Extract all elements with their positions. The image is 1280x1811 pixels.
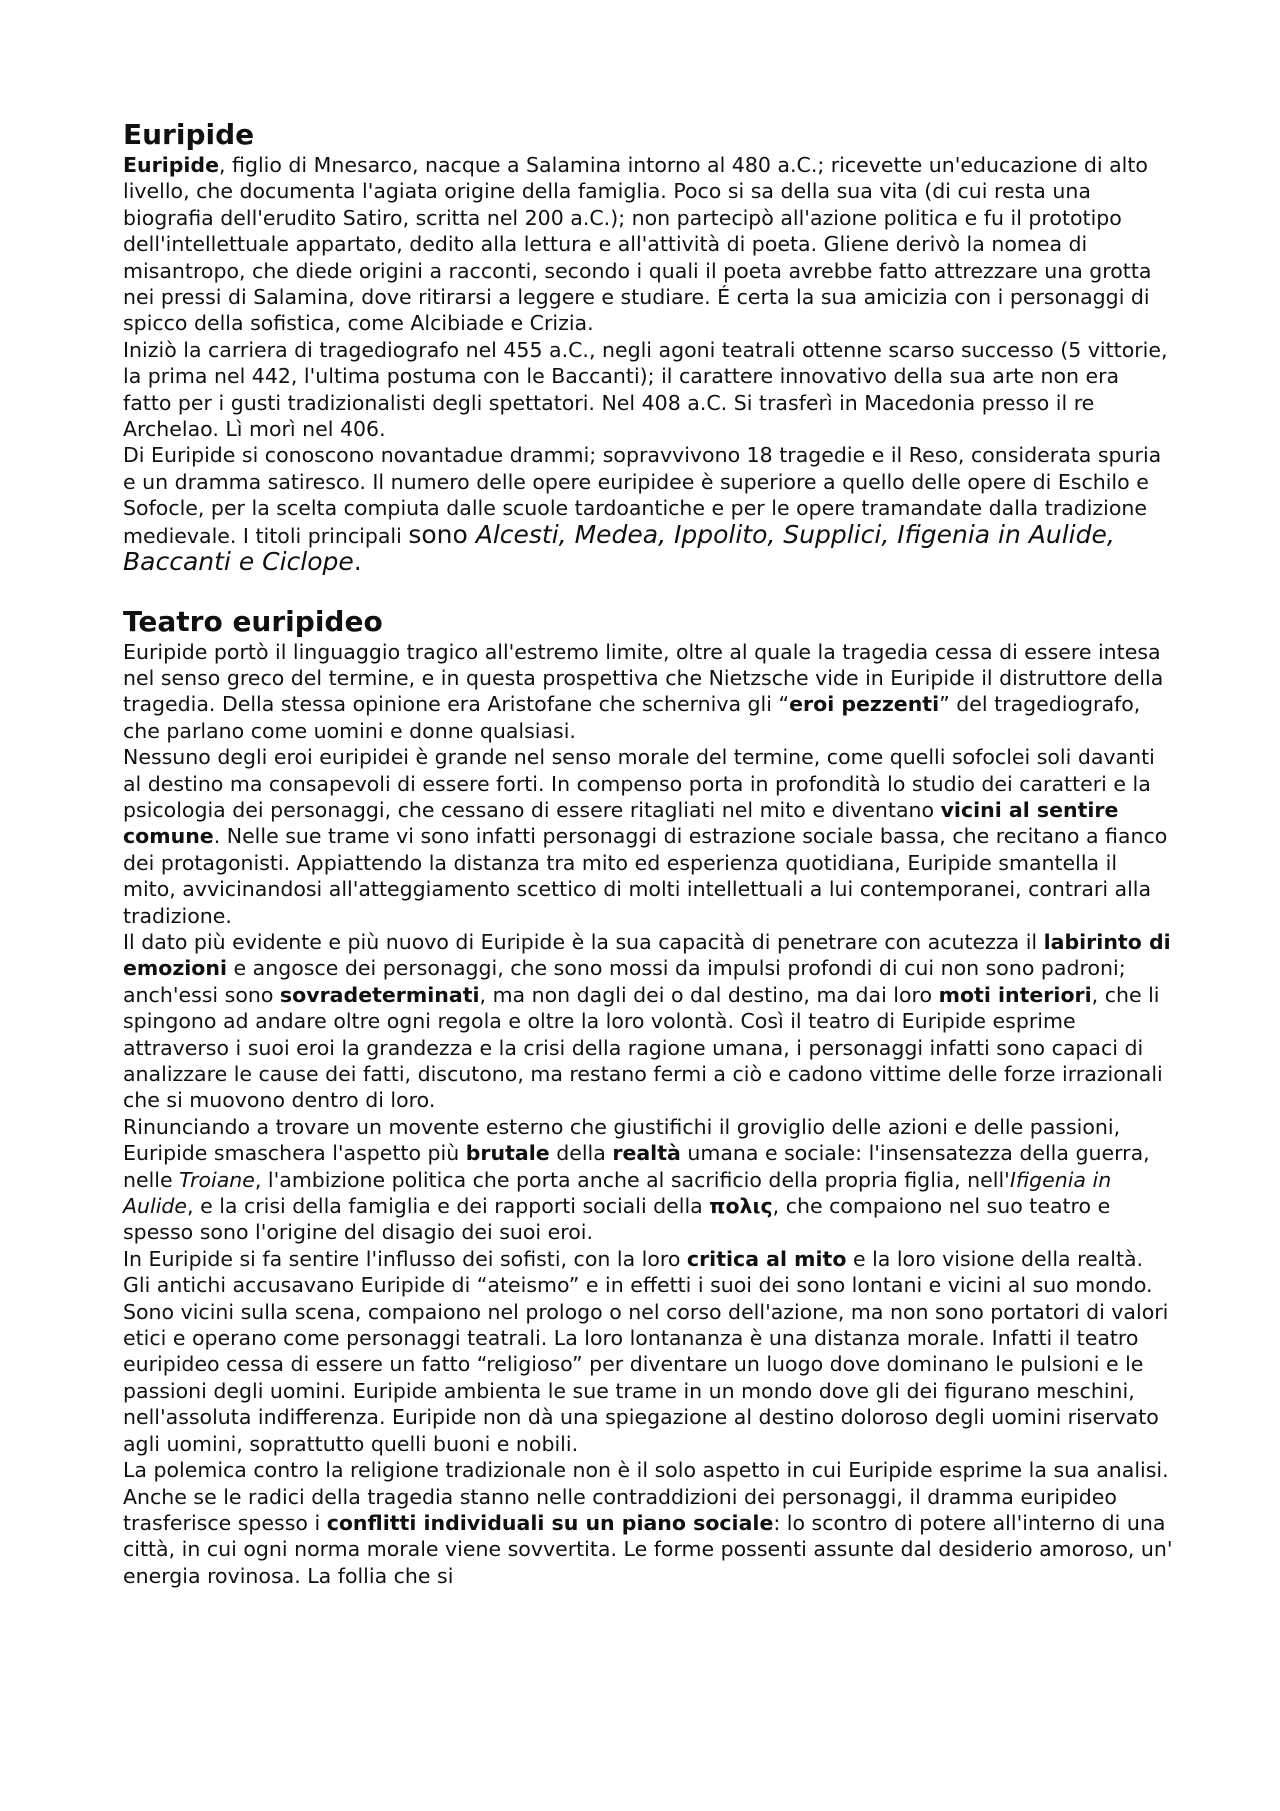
bold-text: critica al mito bbox=[686, 1246, 847, 1271]
bold-text: brutale bbox=[465, 1141, 550, 1166]
paragraph-text: . bbox=[353, 547, 362, 577]
paragraph bbox=[123, 744, 1173, 929]
paragraph-text: umana e sociale: l'insensatezza della guerra, nelle bbox=[123, 1141, 1150, 1192]
bold-text: vicini al sentire comune bbox=[123, 797, 1119, 849]
italic-text: Troiane bbox=[179, 1167, 255, 1192]
paragraph-text: e angosce dei personaggi, che sono mossi da impulsi profondi di cui non sono padroni; anch'essi sono bbox=[123, 956, 1126, 1007]
paragraph: Iniziò la carriera di tragediografo nel 455 a.C., negli agoni teatrali ottenne scarso successo (5 vittorie, la prima nel 442, l'ultima postuma con le Baccanti); il carattere innovativo della sua arte non era fatto per i gusti tradizionalisti degli spettatori. Nel 408 a.C. Si trasferì in Macedonia presso il re Archelao. Lì morì nel 406. bbox=[123, 337, 1168, 442]
section-teatro-euripideo bbox=[123, 605, 1173, 1590]
paragraph bbox=[123, 1114, 1173, 1246]
paragraph-text: . Nelle sue trame vi sono infatti personaggi di estrazione sociale bassa, che recitano a fianco dei protagonisti. Appiattendo la distanza tra mito ed esperienza quotidiana, Euripide smantella il mito, avvicinandosi all'atteggiamento scettico di molti intellettuali a lui contemporanei, contrari alla tradizione. bbox=[123, 824, 1168, 928]
section-euripide bbox=[123, 118, 1173, 577]
paragraph-text: , che compaiono nel suo teatro e spesso sono l'origine del disagio dei suoi eroi. bbox=[123, 1194, 1111, 1245]
paragraph-text: Il dato più evidente e più nuovo di Euripide è la sua capacità di penetrare con acutezza il bbox=[123, 929, 1044, 954]
paragraph-text: La polemica contro la religione tradizionale non è il solo aspetto in cui Euripide esprime la sua analisi. Anche se le radici della tragedia stanno nelle contraddizioni dei personaggi, il dramma euripideo trasferisce spesso i bbox=[123, 1458, 1169, 1535]
bold-text: Euripide bbox=[123, 153, 220, 177]
paragraph-text: Di Euripide si conoscono novantadue drammi; sopravvivono 18 tragedie e il Reso, considerata spuria e un dramma satiresco. Il numero delle opere euripidee è superiore a quello delle opere di Eschilo e Sofocle, per la scelta compiuta dalle scuole tardoantiche e per le opere tramandate dalla tradizione medievale. I titoli principali bbox=[123, 443, 1162, 548]
bold-text: labirinto di emozioni bbox=[123, 929, 1171, 981]
paragraph-text: , l'ambizione politica che porta anche al sacrificio della propria figlia, nell' bbox=[254, 1167, 1010, 1192]
paragraph bbox=[123, 1457, 1173, 1589]
section-title: Teatro euripideo bbox=[123, 604, 383, 638]
paragraph bbox=[123, 639, 1173, 745]
paragraph bbox=[123, 929, 1173, 1114]
paragraph-text: , e la crisi della famiglia e dei rapporti sociali della bbox=[187, 1194, 710, 1219]
paragraph-text: , che li spingono ad andare oltre ogni regola e oltre la loro volontà. Così il teatro di Euripide esprime attraverso i suoi eroi la grandezza e la crisi della ragione umana, i personaggi infatti sono capaci di analizzare le cause dei fatti, discutono, ma restano fermi a ciò e cadono vittime delle forze irrazionali che si muovono dentro di loro. bbox=[123, 982, 1163, 1113]
bold-text: moti interiori bbox=[938, 982, 1092, 1007]
titles-list: Alcesti, Medea, Ippolito, Supplici, Ifigenia in Aulide, Baccanti e Ciclope bbox=[123, 519, 1115, 577]
paragraph-text: Euripide portò il linguaggio tragico all'estremo limite, oltre al quale la tragedia cessa di essere intesa nel senso greco del termine, e in questa prospettiva che Nietzsche vide in Euripide il distruttore della tragedia. Della stessa opinione era Aristofane che scherniva gli “ bbox=[123, 639, 1164, 717]
bold-text: eroi pezzenti bbox=[789, 692, 940, 717]
section-title: Euripide bbox=[123, 118, 255, 151]
bold-text: conflitti individuali su un piano sociale bbox=[326, 1510, 774, 1535]
italic-text: Ifigenia in Aulide bbox=[123, 1167, 1112, 1219]
paragraph bbox=[123, 1246, 1173, 1457]
paragraph-text: e la loro visione della realtà. Gli antichi accusavano Euripide di “ateismo” e in effetti i suoi dei sono lontani e vicini al suo mondo. Sono vicini sulla scena, compaiono nel prologo o nel corso dell'azione, ma non sono portatori di valori etici e operano come personaggi teatrali. La loro lontananza è una distanza morale. Infatti il teatro euripideo cessa di essere un fatto “religioso” per diventare un luogo dove dominano le pulsioni e le passioni degli uomini. Euripide ambienta le sue trame in un mondo dove gli dei figurano meschini, nell'assoluta indifferenza. Euripide non dà una spiegazione al destino doloroso degli uomini riservato agli uomini, soprattutto quelli buoni e nobili. bbox=[123, 1246, 1169, 1456]
paragraph-text: della bbox=[549, 1141, 613, 1166]
bold-text: sovradeterminati bbox=[279, 982, 480, 1007]
emphasis-text: sono bbox=[408, 519, 476, 549]
bold-text: realtà bbox=[612, 1141, 681, 1166]
paragraph bbox=[123, 442, 1173, 576]
paragraph bbox=[123, 152, 1173, 337]
paragraph-text: , figlio di Mnesarco, nacque a Salamina intorno al 480 a.C.; ricevette un'educazione di alto livello, che documenta l'agiata origine della famiglia. Poco si sa della sua vita (di cui resta una biografia dell'erudito Satiro, scritta nel 200 a.C.); non partecipò all'azione politica e fu il prototipo dell'intellettuale appartato, dedito alla lettura e all'attività di poeta. Gliene derivò la nomea di misantropo, che diede origini a racconti, secondo i quali il poeta avrebbe fatto attrezzare una grotta nei pressi di Salamina, dove ritirarsi a leggere e studiare. É certa la sua amicizia con i personaggi di spicco della sofistica, come Alcibiade e Crizia. bbox=[123, 153, 1152, 336]
paragraph-text: Nessuno degli eroi euripidei è grande nel senso morale del termine, come quelli sofoclei soli davanti al destino ma consapevoli di essere forti. In compenso porta in profondità lo studio dei caratteri e la psicologia dei personaggi, che cessano di essere ritagliati nel mito e diventano bbox=[123, 745, 1155, 822]
paragraph-text: ” del tragediografo, che parlano come uomini e donne qualsiasi. bbox=[123, 692, 1141, 743]
bold-text: πολις bbox=[709, 1194, 773, 1219]
paragraph-text: : lo scontro di potere all'interno di una città, in cui ogni norma morale viene sovvertita. Le forme possenti assunte dal desiderio amoroso, un' energia rovinosa. La follia che si bbox=[123, 1510, 1173, 1588]
document-page bbox=[123, 118, 1173, 1589]
paragraph-text: , ma non dagli dei o dal destino, ma dai loro bbox=[479, 982, 939, 1007]
paragraph-text: Rinunciando a trovare un movente esterno che giustifichi il groviglio delle azioni e delle passioni, Euripide smaschera l'aspetto più bbox=[123, 1114, 1121, 1166]
paragraph-text: In Euripide si fa sentire l'influsso dei sofisti, con la loro bbox=[123, 1246, 687, 1271]
